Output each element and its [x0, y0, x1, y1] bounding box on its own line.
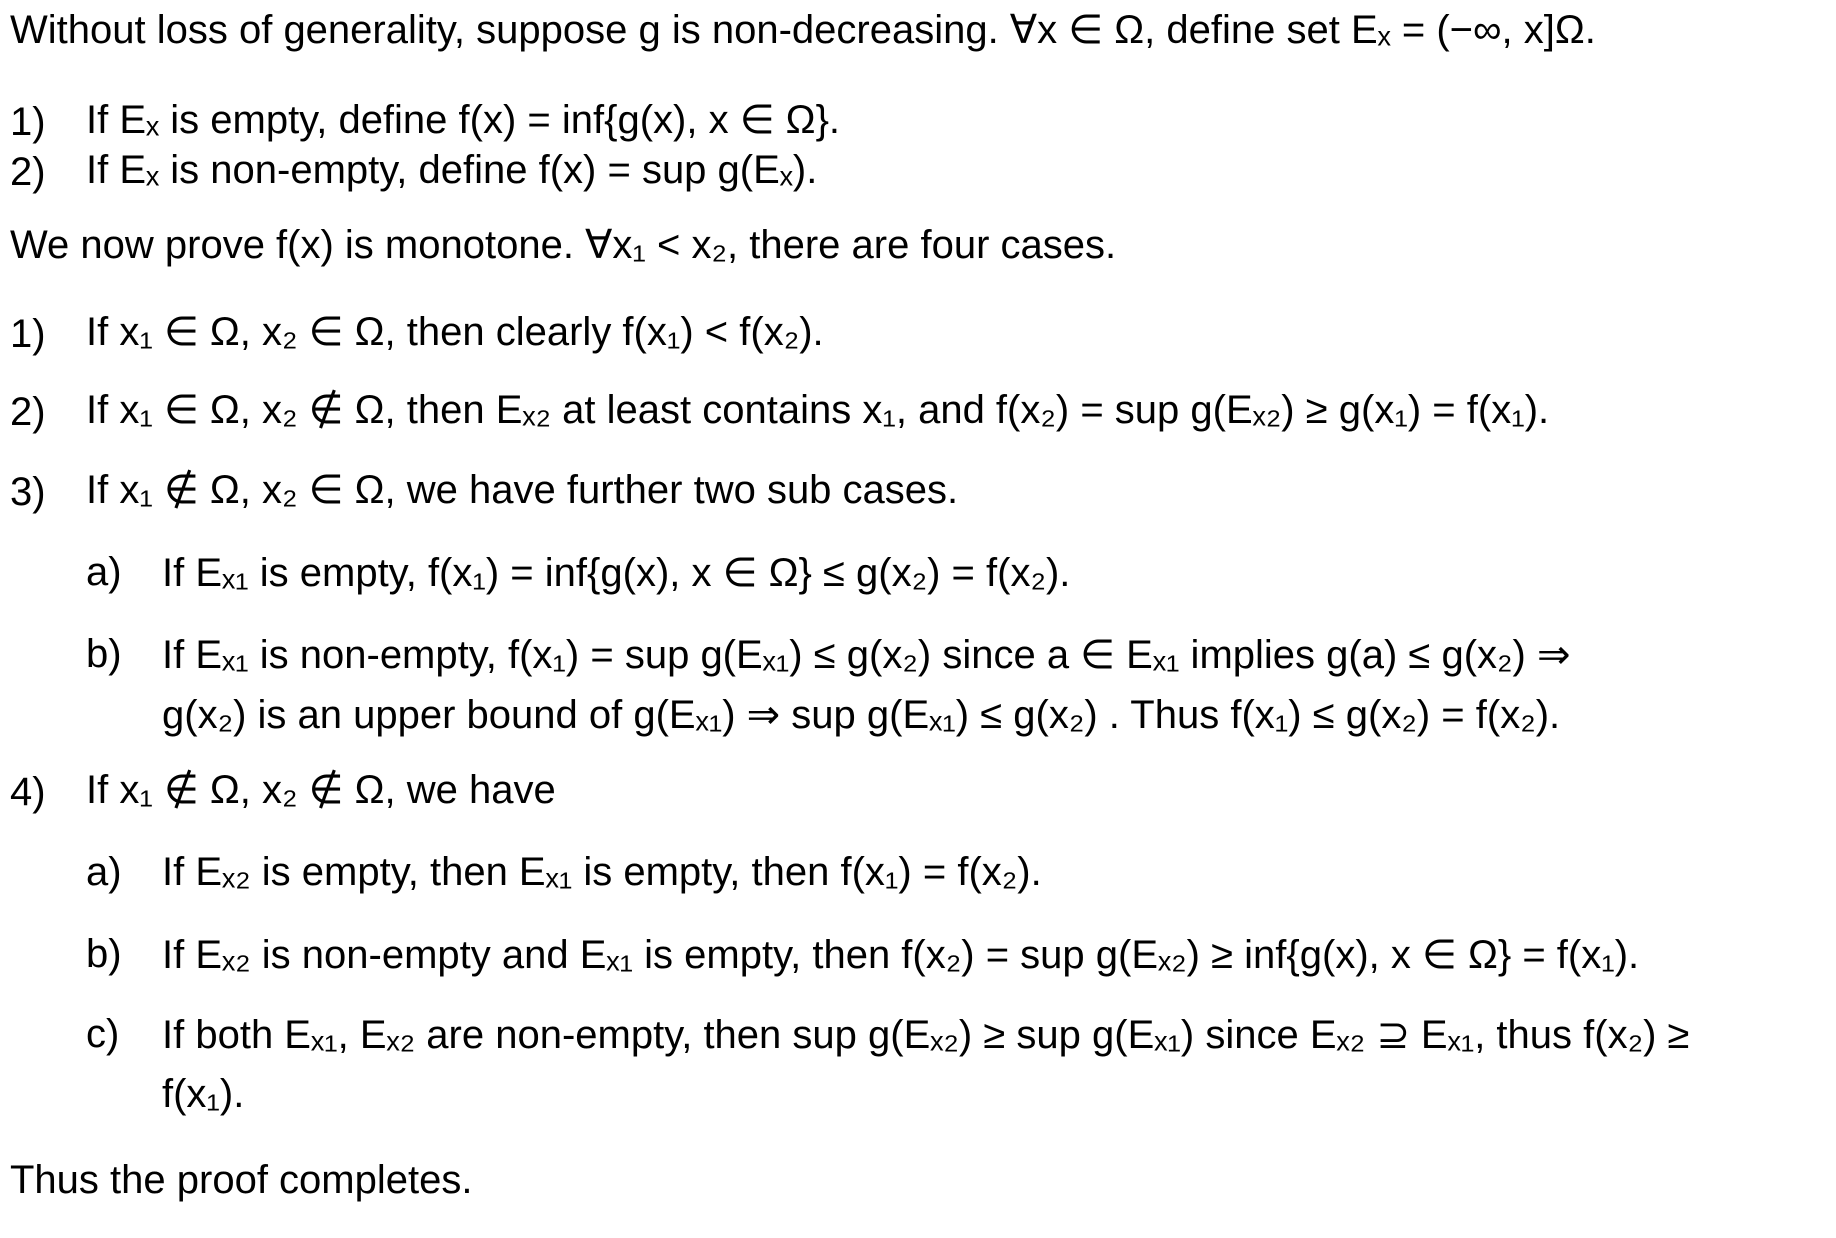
case-2-number: 2) — [10, 390, 46, 434]
case-2-text: If x₁ ∈ Ω, x₂ ∉ Ω, then Eₓ₂ at least contains x₁, and f(x₂) = sup g(Eₓ₂) ≥ g(x₁) = f(x₁). — [86, 388, 1550, 432]
case-4-text: If x₁ ∉ Ω, x₂ ∉ Ω, we have — [86, 768, 556, 812]
case-3b-text-line1: If Eₓ₁ is non-empty, f(x₁) = sup g(Eₓ₁) ≤ g(x₂) since a ∈ Eₓ₁ implies g(a) ≤ g(x₂) ⇒ — [162, 633, 1571, 677]
definition-2-number: 2) — [10, 150, 46, 194]
case-1-number: 1) — [10, 312, 46, 356]
case-3a-text: If Eₓ₁ is empty, f(x₁) = inf{g(x), x ∈ Ω} ≤ g(x₂) = f(x₂). — [162, 551, 1071, 595]
case-4c-label: c) — [86, 1012, 120, 1056]
case-1-text: If x₁ ∈ Ω, x₂ ∈ Ω, then clearly f(x₁) < f(x₂). — [86, 310, 824, 354]
conclusion: Thus the proof completes. — [10, 1158, 473, 1202]
monotone-statement: We now prove f(x) is monotone. ∀x₁ < x₂, there are four cases. — [10, 223, 1117, 267]
case-4b-text: If Eₓ₂ is non-empty and Eₓ₁ is empty, then f(x₂) = sup g(Eₓ₂) ≥ inf{g(x), x ∈ Ω} = f(x₁). — [162, 933, 1640, 977]
case-4c-text-line2: f(x₁). — [162, 1072, 245, 1116]
case-4a-text: If Eₓ₂ is empty, then Eₓ₁ is empty, then f(x₁) = f(x₂). — [162, 850, 1042, 894]
case-3-text: If x₁ ∉ Ω, x₂ ∈ Ω, we have further two sub cases. — [86, 468, 959, 512]
definition-2-text: If Eₓ is non-empty, define f(x) = sup g(Eₓ). — [86, 148, 818, 192]
case-4-number: 4) — [10, 770, 46, 814]
intro-line: Without loss of generality, suppose g is non-decreasing. ∀x ∈ Ω, define set Eₓ = (−∞, x]Ω. — [10, 8, 1596, 52]
case-3b-label: b) — [86, 632, 122, 676]
case-4b-label: b) — [86, 932, 122, 976]
case-4c-text-line1: If both Eₓ₁, Eₓ₂ are non-empty, then sup g(Eₓ₂) ≥ sup g(Eₓ₁) since Eₓ₂ ⊇ Eₓ₁, thus f(x₂) ≥ — [162, 1013, 1690, 1057]
case-3-number: 3) — [10, 470, 46, 514]
case-4a-label: a) — [86, 850, 122, 894]
case-3a-label: a) — [86, 550, 122, 594]
definition-1-text: If Eₓ is empty, define f(x) = inf{g(x), x ∈ Ω}. — [86, 98, 841, 142]
case-3b-text-line2: g(x₂) is an upper bound of g(Eₓ₁) ⇒ sup g(Eₓ₁) ≤ g(x₂) . Thus f(x₁) ≤ g(x₂) = f(x₂). — [162, 693, 1561, 737]
definition-1-number: 1) — [10, 100, 46, 144]
